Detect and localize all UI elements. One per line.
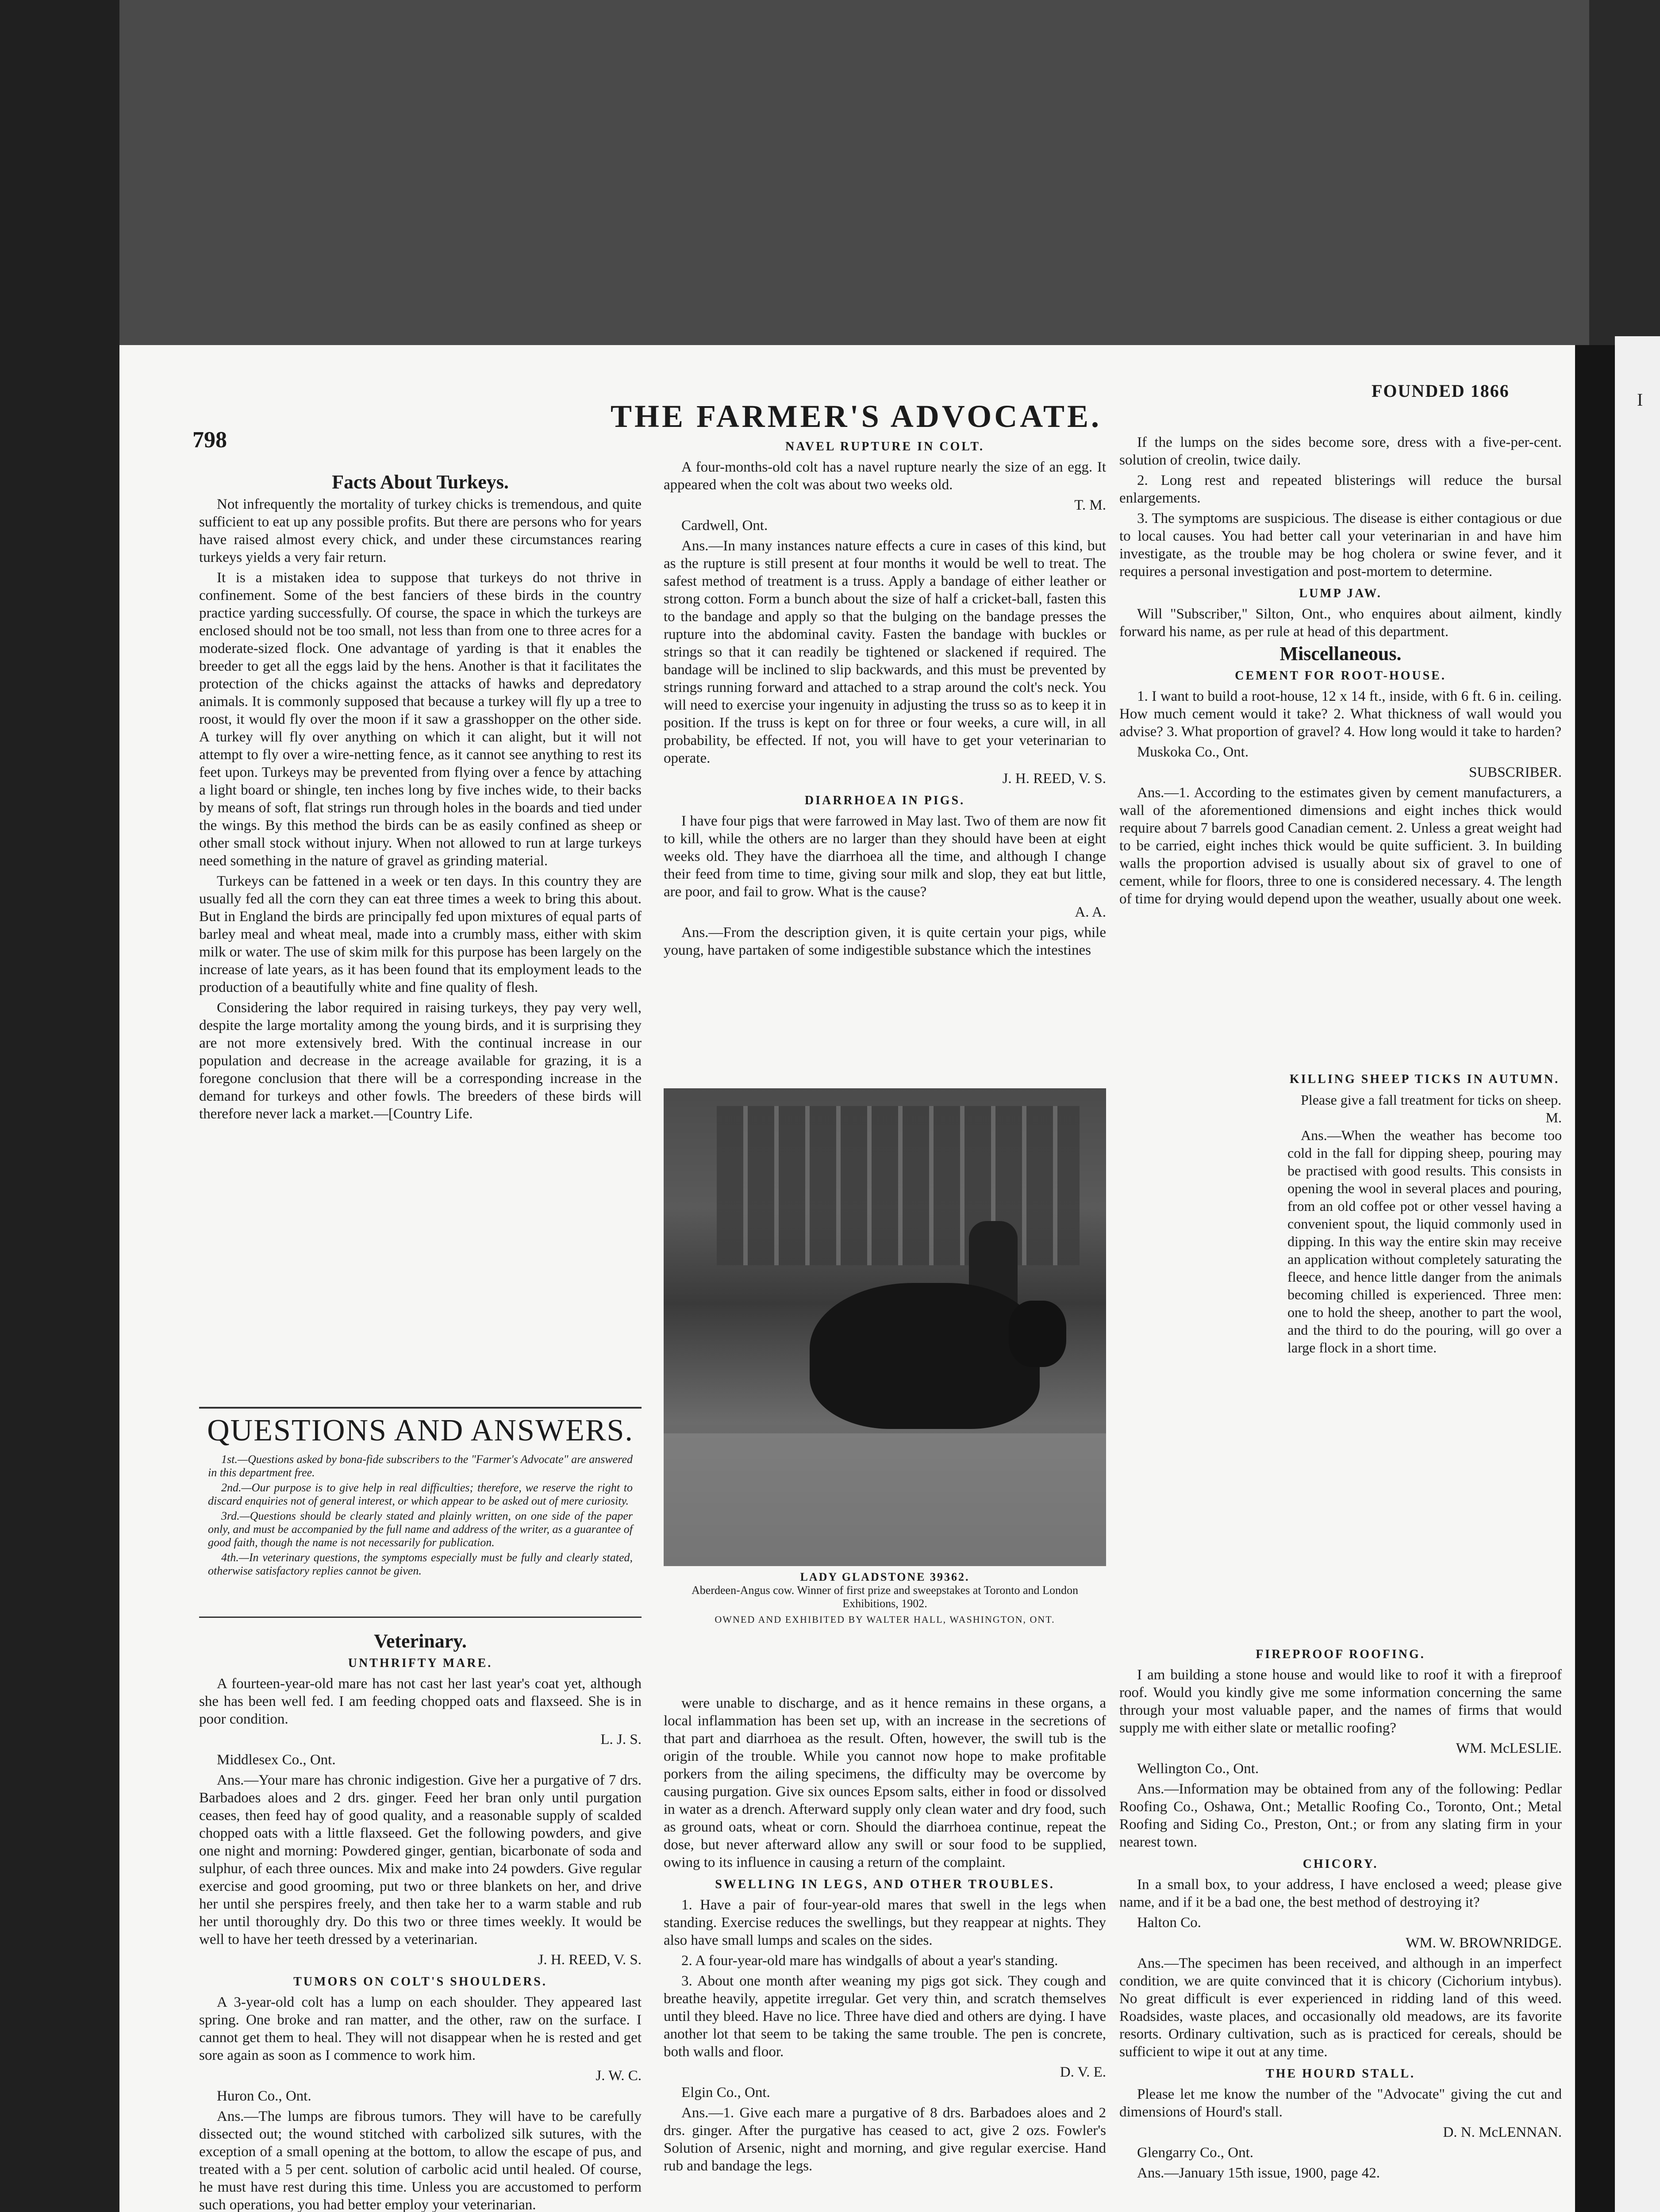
- swelling-continued: If the lumps on the sides become sore, dress with a five-per-cent. solution of creolin, twice daily.: [1119, 434, 1562, 468]
- swelling-question-1: 1. Have a pair of four-year-old mares that swell in the legs when standing. Exercise reduces the swellings, but they reappear at nights. They also have small lumps and scales on the sides.: [664, 1897, 1106, 1948]
- roof-title: FIREPROOF ROOFING.: [1256, 1647, 1426, 1661]
- unthrifty-answer: Ans.—Your mare has chronic indigestion. Give her a purgative of 7 drs. Barbadoes aloes and 2 drs. ginger. Feed her bran only until purgation ceases, then feed hay of good quality, and a reasonable supply of scalded chopped oats with a little flaxseed. Get the following powders, and give one night and morning: Powdered ginger, gentian, bicarbonate of soda and sulphur, of each three ounces. Mix and make into 24 powders. Give regular exercise and good grooming, put two or three blankets on her, and drive her until she perspires freely, and then take her to a warm stable and rub her until thoroughly dry. Do this two or three times weekly. It would be well to have her teeth dressed by a veterinarian.: [199, 1772, 642, 1947]
- tumors-title: TUMORS ON COLT'S SHOULDERS.: [293, 1975, 547, 1989]
- qa-rule: 1st.—Questions asked by bona-fide subscribers to the "Farmer's Advocate" are answered in this department free.: [208, 1453, 633, 1479]
- turkeys-para: Considering the labor required in raising turkeys, they pay very well, despite the large mortality among the young birds, and it is surprising they are not more extensively bred. With the continual increase in our population and decrease in the acreage available for grazing, it is a foregone conclusion that there will be a corresponding increase in the demand for turkeys and other fowls. The breeders of these birds will therefore never lack a market.—[Country Life.: [199, 1000, 642, 1122]
- chicory-question: In a small box, to your address, I have enclosed a weed; please give name, and if it be a bad one, the best method of destroying it?: [1119, 1877, 1562, 1910]
- qa-box: [199, 1407, 642, 1618]
- stall-title: THE HOURD STALL.: [1265, 2067, 1416, 2081]
- film-border-top: [0, 0, 1660, 345]
- stall-question: Please let me know the number of the "Advocate" giving the cut and dimensions of Hourd's stall.: [1119, 2086, 1562, 2120]
- tumors-question: A 3-year-old colt has a lump on each shoulder. They appeared last spring. One broke and ran matter, and the other, raw on the surface. I cannot get them to heal. They will not disappear when he is rested and get sore again as soon as I commence to work him.: [199, 1994, 642, 2063]
- stall-signature: D. N. McLENNAN.: [1443, 2124, 1562, 2140]
- tumors-answer: Ans.—The lumps are fibrous tumors. They will have to be carefully dissected out; the wound stitched with carbolized silk sutures, with the exception of a small opening at the bottom, to allow the escape of pus, and treated with a 5 per cent. solution of carbolic acid until healed. Of course, he must have rest during this time. Unless you are accustomed to perform such operations, you had better employ your veterinarian.: [199, 2108, 642, 2212]
- navel-answer: Ans.—In many instances nature effects a cure in cases of this kind, but as the rupture is still present at four months it would be well to treat. The safest method of treatment is a truss. Apply a bandage of either leather or strong cotton. Form a bunch about the size of half a cricket-ball, fasten this to the bandage and apply so that the bulging on the bandage presses the rupture into the abdominal cavity. Fasten the bandage with buckles or strings so that it can readily be tightened or slackened if required. The bandage will be inclined to slip backwards, and this must be prevented by strings running forward and attached to a strap around the colt's neck. You will need to exercise your ingenuity in adjusting the truss so as to keep it in position. If the truss is kept on for three or four weeks, a cure will, in all probability, be effected. If not, you will have to get your veterinarian to operate.: [664, 538, 1106, 766]
- cement-question: 1. I want to build a root-house, 12 x 14 ft., inside, with 6 ft. 6 in. ceiling. How much cement would it take? 2. What thickness of wall would you advise? 3. What proportion of gravel? 4. How long would it take to harden?: [1119, 688, 1562, 740]
- turkeys-para: Turkeys can be fattened in a week or ten days. In this country they are usually fed all the corn they can eat three times a week to bring this about. But in England the birds are principally fed upon mixtures of equal parts of barley meal and wheat meal, made into a crumbly mass, either with skim milk or water. The use of skim milk for this purpose has been largely on the increase of late years, as it has been found that its employment leads to the production of a beautifully white and fine quality of flesh.: [199, 873, 642, 995]
- caption-owner: OWNED AND EXHIBITED BY WALTER HALL, WASHINGTON, ONT.: [715, 1614, 1055, 1625]
- swelling-title: SWELLING IN LEGS, AND OTHER TROUBLES.: [715, 1878, 1055, 1891]
- column-ticks: [1287, 1066, 1562, 1356]
- column-middle-top: [664, 434, 1106, 962]
- unthrifty-signature: J. H. REED, V. S.: [538, 1952, 642, 1968]
- roof-signature: WM. McLESLIE.: [1456, 1740, 1562, 1756]
- roof-answer: Ans.—Information may be obtained from any of the following: Pedlar Roofing Co., Oshawa, Ont.; Metallic Roofing Co., Toronto, Ont.; Metal Roofing and Siding Co., Preston, Ont.; or from any slating firm in your nearest town.: [1119, 1781, 1562, 1850]
- column-veterinary: [199, 1628, 642, 2212]
- adjacent-page-edge: [1615, 336, 1660, 2212]
- cement-place: Muskoka Co., Ont.: [1137, 744, 1249, 760]
- diarrhoea-question: I have four pigs that were farrowed in May last. Two of them are now fit to kill, while the others are no larger than they should have been at eight weeks old. They have the diarrhoea all the time, and although I change their feed from time to time, giving sour milk and slop, they eat but little, are poor, and fail to grow. What is the cause?: [664, 813, 1106, 900]
- cement-signature: SUBSCRIBER.: [1469, 764, 1562, 780]
- newspaper-page: [119, 345, 1575, 2212]
- ticks-asker: M.: [1545, 1110, 1562, 1125]
- column-middle-bottom: [664, 1694, 1106, 2177]
- qa-rules: [208, 1453, 633, 1578]
- chicory-signature: WM. W. BROWNRIDGE.: [1406, 1935, 1562, 1951]
- swelling-place: Elgin Co., Ont.: [681, 2085, 770, 2101]
- unthrifty-asker: L. J. S.: [600, 1732, 642, 1747]
- chicory-title: CHICORY.: [1303, 1857, 1379, 1871]
- diarrhoea-continued: were unable to discharge, and as it hence remains in these organs, a local inflammation has been set up, with an increase in the secretions of that part and diarrhoea as the result. Often, however, the swill tub is the origin of the trouble. While you cannot now hope to make profitable porkers from the ailing specimens, the difficulty may be overcome by causing purgation. Give six ounces Epsom salts, either in food or dissolved in water as a drench. Afterward supply only clean water and dry food, such as ground oats, wheat or corn. Should the diarrhoea continue, repeat the dose, but never afterward allow any swill or sour food to be supplied, owing to its influence in causing a return of the complaint.: [664, 1695, 1106, 1870]
- film-edge-strip: [1575, 345, 1615, 2212]
- tumors-place: Huron Co., Ont.: [217, 2088, 311, 2104]
- photo-cow: [810, 1283, 1040, 1429]
- swelling-question-2: 2. A four-year-old mare has windgalls of about a year's standing.: [681, 1953, 1058, 1969]
- turkeys-para: It is a mistaken idea to suppose that turkeys do not thrive in confinement. Some of the best fanciers of these birds in the country practice yarding successfully. Of course, the space in which the turkeys are enclosed should not be too small, not less than from one to three acres for a moderate-sized flock. One advantage of yarding is that it enables the breeder to get all the eggs laid by the hens. Another is that it facilitates the protection of the chicks against the attacks of hawks and depredatory animals. It is commonly supposed that because a turkey will fly up a tree to roost, it would fly over the moon if it saw a grasshopper on the other side. A turkey will fly over anything on which it can alight, but it will not attempt to fly over a wire-netting fence, as it cannot see anything to rest its feet upon. Turkeys may be prevented from flying over a fence by attaching a light board or shingle, ten inches long by five inches wide, to their backs by means of soft, flat strings run through holes in the boards and tied under the wings. By this method the birds can be as easily confined as sheep or other small stock without injury. When not allowed to run at large turkeys need something in the nature of gravel as grinding material.: [199, 570, 642, 869]
- veterinary-heading: Veterinary.: [374, 1630, 467, 1652]
- cement-title: CEMENT FOR ROOT-HOUSE.: [1235, 669, 1446, 683]
- page-number: 798: [192, 427, 227, 453]
- adjacent-page-char: I: [1637, 390, 1643, 410]
- unthrifty-question: A fourteen-year-old mare has not cast her last year's coat yet, although she has been well fed. I am feeding chopped oats and flaxseed. She is in poor condition.: [199, 1676, 642, 1727]
- founded-note: FOUNDED 1866: [1372, 381, 1510, 401]
- lump-para: Will "Subscriber," Silton, Ont., who enquires about ailment, kindly forward his name, as per rule at head of this department.: [1119, 606, 1562, 640]
- diarrhoea-asker: A. A.: [1075, 904, 1106, 920]
- turkeys-heading: Facts About Turkeys.: [332, 471, 509, 493]
- navel-title: NAVEL RUPTURE IN COLT.: [785, 440, 985, 453]
- navel-asker: T. M.: [1074, 497, 1106, 513]
- navel-signature: J. H. REED, V. S.: [1002, 771, 1106, 787]
- tumors-asker: J. W. C.: [596, 2068, 642, 2084]
- unthrifty-title: UNTHRIFTY MARE.: [348, 1656, 493, 1670]
- photo-ground: [664, 1433, 1106, 1566]
- navel-place: Cardwell, Ont.: [681, 518, 768, 534]
- qa-rule: 2nd.—Our purpose is to give help in real difficulties; therefore, we reserve the right to discard enquiries not of general interest, or which appear to be asked out of mere curiosity.: [208, 1481, 633, 1507]
- masthead: THE FARMER'S ADVOCATE.: [611, 399, 1102, 434]
- lump-title: LUMP JAW.: [1299, 587, 1382, 600]
- stall-place: Glengarry Co., Ont.: [1137, 2145, 1254, 2161]
- stall-answer: Ans.—January 15th issue, 1900, page 42.: [1137, 2165, 1380, 2181]
- ticks-question: Please give a fall treatment for ticks on sheep.: [1301, 1092, 1562, 1108]
- caption-line: Aberdeen-Angus cow. Winner of first prize and sweepstakes at Toronto and London Exhibitions, 1902.: [692, 1584, 1078, 1610]
- qa-rule: 3rd.—Questions should be clearly stated and plainly written, on one side of the paper only, and must be accompanied by the full name and address of the writer, as a guarantee of good faith, though the name is not necessarily for publication.: [208, 1509, 633, 1549]
- swelling-question-3: 3. About one month after weaning my pigs got sick. They cough and breathe heavily, appetite irregular. Get very thin, and scratch themselves until they bleed. Have no lice. Three have died and others are dying. I have another lot that seem to be taking the same trouble. The pen is concrete, both walls and floor.: [664, 1973, 1106, 2060]
- diarrhoea-answer: Ans.—From the description given, it is quite certain your pigs, while young, have partaken of some indigestible substance which the intestines: [664, 925, 1106, 958]
- ticks-answer: Ans.—When the weather has become too cold in the fall for dipping sheep, pouring may be practised with good results. This consists in opening the wool in several places and pouring, from an old coffee pot or other vessel having a convenient spout, the liquid commonly used in dipping. In this way the entire skin may receive an application without completely saturating the fleece, and hence little danger from the animals becoming chilled is experienced. Three men: one to hold the sheep, another to part the wool, and the third to do the pouring, will go over a large flock in a short time.: [1287, 1127, 1562, 1356]
- qa-rule: 4th.—In veterinary questions, the symptoms especially must be fully and clearly stated, otherwise satisfactory replies cannot be given.: [208, 1551, 633, 1577]
- cow-photo: [664, 1088, 1106, 1566]
- photo-cow-head: [1009, 1301, 1066, 1367]
- roof-question: I am building a stone house and would like to roof it with a fireproof roof. Would you kindly give me some information concerning the same through your most valuable paper, and the names of firms that would supply me with either slate or metallic roofing?: [1119, 1667, 1562, 1736]
- column-right-top: [1119, 434, 1562, 910]
- swelling-asker: D. V. E.: [1060, 2064, 1106, 2080]
- roof-place: Wellington Co., Ont.: [1137, 1761, 1259, 1777]
- diarrhoea-title: DIARRHOEA IN PIGS.: [804, 794, 965, 807]
- swelling-continued: 3. The symptoms are suspicious. The disease is either contagious or due to local causes. You had better call your veterinarian in and have him investigate, as the trouble may be hog cholera or swine fever, and it requires a personal investigation and post-mortem to determine.: [1119, 511, 1562, 580]
- navel-question: A four-months-old colt has a navel rupture nearly the size of an egg. It appeared when the colt was about two weeks old.: [664, 459, 1106, 493]
- photo-barn: [717, 1106, 1080, 1265]
- chicory-place: Halton Co.: [1137, 1915, 1201, 1931]
- film-border-left: [0, 0, 119, 2212]
- swelling-continued: 2. Long rest and repeated blisterings will reduce the bursal enlargements.: [1119, 472, 1562, 506]
- turkeys-para: Not infrequently the mortality of turkey chicks is tremendous, and quite sufficient to eat up any possible profits. But there are persons who for years have raised almost every chick, and under these circumstances rearing turkeys yields a very fair return.: [199, 496, 642, 565]
- column-turkeys: [199, 469, 642, 1125]
- misc-heading: Miscellaneous.: [1280, 643, 1402, 664]
- unthrifty-place: Middlesex Co., Ont.: [217, 1752, 336, 1768]
- column-right-bottom: [1119, 1641, 1562, 2185]
- photo-caption: [664, 1571, 1106, 1626]
- ticks-title: KILLING SHEEP TICKS IN AUTUMN.: [1289, 1072, 1560, 1086]
- qa-title: QUESTIONS AND ANSWERS.: [207, 1413, 634, 1448]
- caption-title: LADY GLADSTONE 39362.: [800, 1571, 970, 1583]
- swelling-answer: Ans.—1. Give each mare a purgative of 8 drs. Barbadoes aloes and 2 drs. ginger. After the purgative has ceased to act, give 2 ozs. Fowler's Solution of Arsenic, night and morning, and give regular exercise. Hand rub and bandage the legs.: [664, 2105, 1106, 2174]
- cement-answer: Ans.—1. According to the estimates given by cement manufacturers, a wall of the aforementioned dimensions and eight inches thick would require about 7 barrels good Canadian cement. 2. Unless a great weight had to be carried, eight inches thick would be quite sufficient. 3. In building walls the proportion advised is usually about six of gravel to one of cement, while for floors, three to one is considered necessary. 4. The length of time for drying would depend upon the weather, usually about one week.: [1119, 785, 1562, 907]
- chicory-answer: Ans.—The specimen has been received, and although in an imperfect condition, we are quite convinced that it is chicory (Cichorium intybus). No great difficult is ever experienced in ridding land of this weed. Roadsides, waste places, and occasionally old meadows, are its favorite resorts. Ordinary cultivation, such as is practiced for cereals, should be sufficient to wipe it out at any time.: [1119, 1955, 1562, 2060]
